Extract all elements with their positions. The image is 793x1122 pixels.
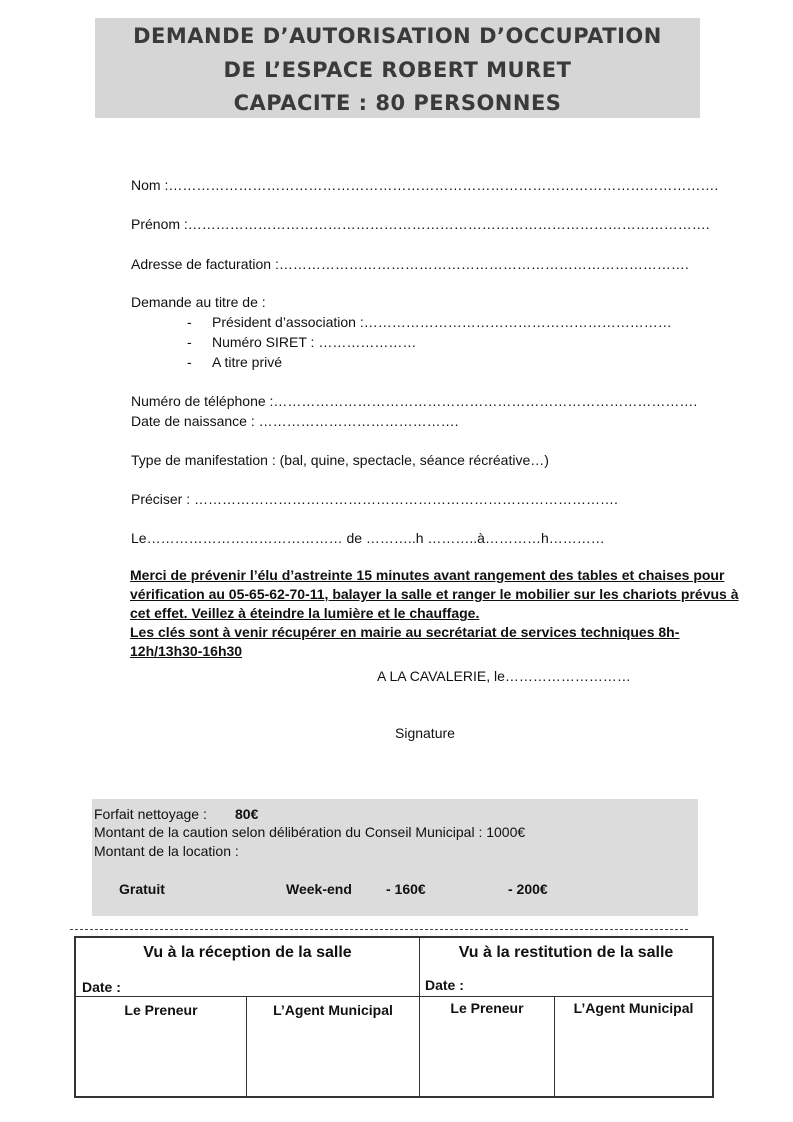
- tarif-weekend: Week-end: [286, 881, 352, 897]
- demande-titre-label: Demande au titre de :: [131, 294, 266, 310]
- option-titre-prive[interactable]: A titre privé: [212, 354, 283, 370]
- field-adresse-facturation[interactable]: Adresse de facturation :…………………………………………………………………………….: [131, 256, 689, 272]
- restitution-agent-header: L’Agent Municipal: [573, 1000, 694, 1016]
- field-date-horaires[interactable]: Le…………………………………… de ………..h ………..à…………h…………: [131, 530, 605, 546]
- option-president-association[interactable]: Président d’association :…………………………………………………………: [212, 314, 672, 330]
- header-title-line2: DE L’ESPACE ROBERT MURET: [223, 58, 572, 82]
- reception-date-field[interactable]: Date :: [82, 979, 121, 995]
- restitution-preneur-header: Le Preneur: [450, 1000, 524, 1016]
- document-header: [95, 18, 700, 118]
- list-bullet: -: [187, 314, 192, 330]
- field-telephone[interactable]: Numéro de téléphone :……………………………………………………………………………….: [131, 393, 698, 409]
- tarif-price-1: - 160€: [386, 881, 426, 897]
- header-capacity: CAPACITE : 80 PERSONNES: [233, 91, 562, 115]
- field-date-naissance[interactable]: Date de naissance : …………………………………….: [131, 413, 459, 429]
- notice-paragraph-1: Merci de prévenir l’élu d’astreinte 15 minutes avant rangement des tables et chaises pour vérification au 05-65-62-70-11, balayer la salle et ranger le mobilier sur les chariots prévus à cet effet. Veillez à éteindre la lumière et le chauffage.: [130, 567, 739, 621]
- caution-amount: Montant de la caution selon délibération du Conseil Municipal : 1000€: [94, 824, 526, 840]
- forfait-nettoyage-value: 80€: [235, 806, 259, 822]
- list-bullet: -: [187, 354, 192, 370]
- reception-agent-header: L’Agent Municipal: [273, 1002, 393, 1018]
- location-amount-label: Montant de la location :: [94, 843, 239, 859]
- field-nom[interactable]: Nom :……………………………………………………………………………………………………….: [131, 177, 719, 193]
- option-numero-siret[interactable]: Numéro SIRET : …………………: [212, 334, 417, 350]
- field-prenom[interactable]: Prénom :………………………………………………………………………………………………….: [131, 216, 710, 232]
- table-divider-horizontal: [76, 996, 712, 997]
- cut-line-divider: [70, 929, 688, 930]
- tarif-price-2: - 200€: [508, 881, 548, 897]
- restitution-title: Vu à la restitution de la salle: [458, 944, 674, 961]
- restitution-date-field[interactable]: Date :: [425, 977, 464, 993]
- header-title-line1: DEMANDE D’AUTORISATION D’OCCUPATION: [133, 24, 662, 48]
- reception-preneur-header: Le Preneur: [124, 1002, 198, 1018]
- instructions-notice: [130, 566, 742, 661]
- list-bullet: -: [187, 334, 192, 350]
- forfait-nettoyage-label: Forfait nettoyage :: [94, 806, 207, 822]
- signature-label: Signature: [395, 725, 455, 741]
- reception-title: Vu à la réception de la salle: [143, 944, 352, 961]
- notice-paragraph-2: Les clés sont à venir récupérer en mairie au secrétariat de services techniques 8h-12h/13h30-16h30: [130, 624, 680, 659]
- field-preciser[interactable]: Préciser : ……………………………………………………………………………….: [131, 491, 618, 507]
- place-date-line[interactable]: A LA CAVALERIE, le………………………: [377, 668, 631, 684]
- tarif-gratuit: Gratuit: [119, 881, 165, 897]
- field-type-manifestation[interactable]: Type de manifestation : (bal, quine, spectacle, séance récréative…): [131, 452, 549, 468]
- reception-restitution-table: [74, 936, 714, 1098]
